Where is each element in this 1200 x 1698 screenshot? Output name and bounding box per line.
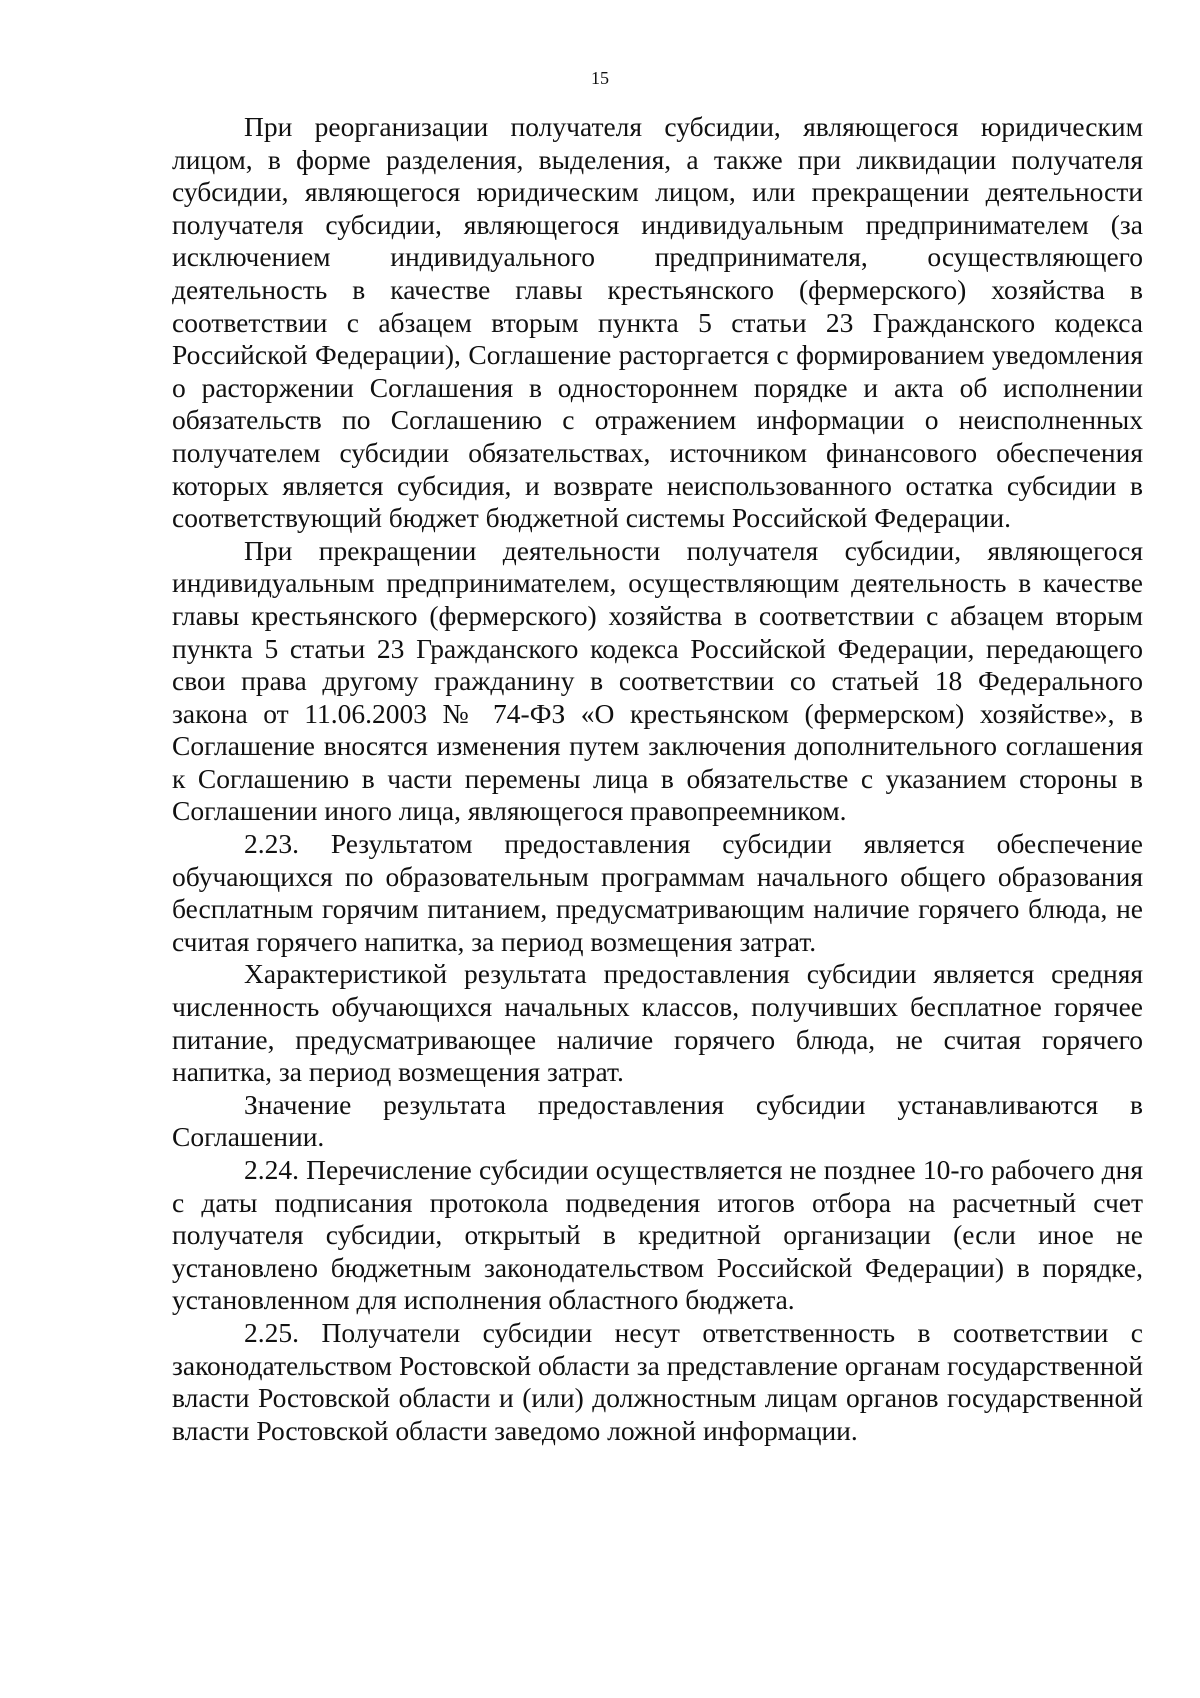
paragraph-2-25-responsibility: 2.25. Получатели субсидии несут ответственность в соответствии с законодательством Ростовской области за представление органам государственной власти Ростовской области и (или) должностным лицам органов государственной власти Ростовской области заведомо ложной информации. xyxy=(172,1316,1143,1446)
paragraph-result-value: Значение результата предоставления субсидии устанавливаются в Соглашении. xyxy=(172,1088,1143,1153)
paragraph-termination-entrepreneur: При прекращении деятельности получателя субсидии, являющегося индивидуальным предпринимателем, осуществляющим деятельность в качестве главы крестьянского (фермерского) хозяйства в соответствии с абзацем вторым пункта 5 статьи 23 Гражданского кодекса Российской Федерации, передающего свои права другому гражданину в соответствии со статьей 18 Федерального закона от 11.06.2003 № 74-ФЗ «О крестьянском (фермерском) хозяйстве», в Соглашение вносятся изменения путем заключения дополнительного соглашения к Соглашению в части перемены лица в обязательстве с указанием стороны в Соглашении иного лица, являющегося правопреемником. xyxy=(172,534,1143,827)
paragraph-result-characteristic: Характеристикой результата предоставления субсидии является средняя численность обучающихся начальных классов, получивших бесплатное горячее питание, предусматривающее наличие горячего блюда, не считая горячего напитка, за период возмещения затрат. xyxy=(172,958,1143,1088)
paragraph-reorganization: При реорганизации получателя субсидии, являющегося юридическим лицом, в форме разделения, выделения, а также при ликвидации получателя субсидии, являющегося юридическим лицом, или прекращении деятельности получателя субсидии, являющегося индивидуальным предпринимателем (за исключением индивидуального предпринимателя, осуществляющего деятельность в качестве главы крестьянского (фермерского) хозяйства в соответствии с абзацем вторым пункта 5 статьи 23 Гражданского кодекса Российской Федерации), Соглашение расторгается с формированием уведомления о расторжении Соглашения в одностороннем порядке и акта об исполнении обязательств по Соглашению с отражением информации о неисполненных получателем субсидии обязательствах, источником финансового обеспечения которых является субсидия, и возврате неиспользованного остатка субсидии в соответствующий бюджет бюджетной системы Российской Федерации. xyxy=(172,111,1143,534)
paragraph-2-24-transfer: 2.24. Перечисление субсидии осуществляется не позднее 10-го рабочего дня с даты подписания протокола подведения итогов отбора на расчетный счет получателя субсидии, открытый в кредитной организации (если иное не установлено бюджетным законодательством Российской Федерации) в порядке, установленном для исполнения областного бюджета. xyxy=(172,1154,1143,1316)
page-number: 15 xyxy=(591,68,609,88)
document-body xyxy=(172,111,1143,1447)
paragraph-2-23-result: 2.23. Результатом предоставления субсидии является обеспечение обучающихся по образовательным программам начального общего образования бесплатным горячим питанием, предусматривающим наличие горячего блюда, не считая горячего напитка, за период возмещения затрат. xyxy=(172,828,1143,957)
